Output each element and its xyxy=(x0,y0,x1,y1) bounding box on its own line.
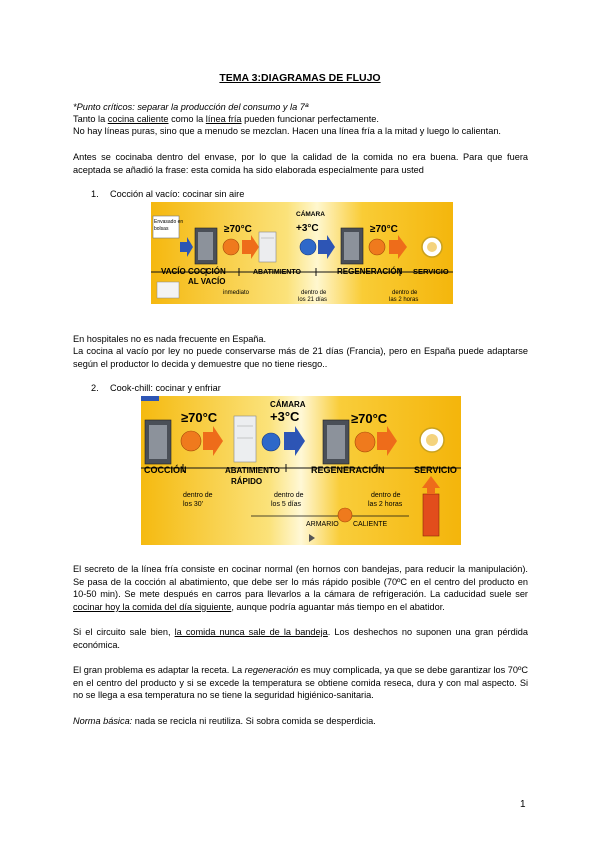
oven-door-2 xyxy=(344,232,359,260)
temp1-label: ≥70°C xyxy=(224,224,252,235)
plate-food-1 xyxy=(427,242,437,252)
dentro-30-label-1: dentro de xyxy=(183,492,213,499)
dentro-21-label-1: dentro de xyxy=(301,290,327,296)
chiller-icon-2 xyxy=(234,416,256,462)
dentro-21-label-2: los 21 días xyxy=(298,297,328,303)
abatimiento-label-1: ABATIMIENTO xyxy=(253,269,301,276)
dentro-2h-label-3: dentro de xyxy=(371,492,401,499)
dentro-5-label-1: dentro de xyxy=(274,492,304,499)
caliente-label: CALIENTE xyxy=(353,521,388,528)
critical-points: *Punto críticos: separar la producción del consumo y la 7ª xyxy=(73,102,309,112)
page-number: 1 xyxy=(520,799,526,810)
envasado-label-2: bolsas xyxy=(154,226,169,232)
food-ball-cold-2 xyxy=(262,433,280,451)
temp3-label-2: ≥70°C xyxy=(351,411,388,426)
temp2-label-2: +3°C xyxy=(270,409,300,424)
inmediato-label: inmediato xyxy=(223,290,250,296)
coccion-vacio-label-2: AL VACÍO xyxy=(188,277,226,286)
food-ball-cold-1 xyxy=(300,239,316,255)
food-ball-2 xyxy=(369,239,385,255)
dentro-2h-label-1: dentro de xyxy=(392,290,418,296)
diagram-cook-chill xyxy=(141,396,461,545)
list-number-2: 2. xyxy=(91,383,99,393)
oven-door-4 xyxy=(327,425,345,459)
diagram-cook-chill-svg xyxy=(141,396,461,545)
temp2-label: +3°C xyxy=(296,223,319,234)
plate-food-2 xyxy=(426,434,438,446)
food-ball-4 xyxy=(355,432,375,452)
list-item-2: Cook-chill: cocinar y enfriar xyxy=(110,383,221,393)
dentro-5-label-2: los 5 días xyxy=(271,501,301,508)
temp3-label: ≥70°C xyxy=(370,224,398,235)
list-number-1: 1. xyxy=(91,189,99,199)
paragraph-problema: El gran problema es adaptar la receta. La regeneración es muy complicada, ya que se debe garantizar los 70ºC en el centro del producto y si se excede la temperatura se obtiene comida reseca, dura y con mal aspecto. Si no se llega a esa temperatura no se tiene la seguridad higiénico-sanitaria. xyxy=(73,665,528,701)
oven-door-1 xyxy=(198,232,213,260)
rapido-label: RÁPIDO xyxy=(231,477,263,486)
coccion-vacio-label-1: COCCIÓN xyxy=(188,267,226,276)
paragraph-envase: Antes se cocinaba dentro del envase, por lo que la calidad de la comida no era buena. Para que fuera aceptada se añadió la frase: esta comida ha sido elaborada especialmente para usted xyxy=(73,152,528,175)
paragraph-secreto: El secreto de la línea fría consiste en cocinar normal (en hornos con bandejas, para reducir la manipulación). Se pasa de la cocción al abatimiento, que debe ser lo más rápido posible (70ºC en el centro del producto en 10-50 min). Se mete después en carros para llevarlos a la cámara de refrigeración. La caducidad suele ser cocinar hoy la comida del día siguiente, aunque podría aguantar más tiempo en el abatidor. xyxy=(73,564,528,612)
dentro-2h-label-4: las 2 horas xyxy=(368,501,403,508)
hot-cabinet-icon xyxy=(423,494,439,536)
camara-label-2: CÁMARA xyxy=(270,400,306,409)
servicio-label-1: SERVICIO xyxy=(413,267,449,276)
dentro-2h-label-2: las 2 horas xyxy=(389,297,419,303)
vacio-label: VACÍO xyxy=(161,267,186,276)
servicio-label-2: SERVICIO xyxy=(414,465,457,475)
food-ball-1 xyxy=(223,239,239,255)
armario-label: ARMARIO xyxy=(306,521,339,528)
norma-basica: Norma básica: nada se recicla ni reutiliza. Si sobra comida se desperdicia. xyxy=(73,716,376,726)
vacuum-machine-image xyxy=(157,282,179,298)
diagram-sous-vide-svg xyxy=(151,202,453,304)
food-ball-5 xyxy=(338,508,352,522)
regeneracion-label-1: REGENERACIÓN xyxy=(337,267,403,276)
intro-line-2: Tanto la cocina caliente como la línea fría pueden funcionar perfectamente. xyxy=(73,114,379,124)
diagram2-corner-band xyxy=(141,396,159,401)
chiller-icon-1 xyxy=(259,232,276,262)
diagram-sous-vide xyxy=(151,202,453,304)
abatimiento-label-2: ABATIMIENTO xyxy=(225,466,280,475)
envasado-label-1: Envasado en xyxy=(154,219,184,225)
coccion-label-2: COCCIÓN xyxy=(144,465,187,475)
dentro-30-label-2: los 30' xyxy=(183,501,204,508)
food-ball-3 xyxy=(181,431,201,451)
list-item-1: Cocción al vacío: cocinar sin aire xyxy=(110,189,245,199)
regeneracion-label-2: REGENERACIÓN xyxy=(311,465,385,475)
oven-door-3 xyxy=(149,425,167,459)
paragraph-circuito: Si el circuito sale bien, la comida nunca sale de la bandeja. Los deshechos no suponen una gran pérdida económica. xyxy=(73,627,528,650)
temp1-label-2: ≥70°C xyxy=(181,410,218,425)
page-title: TEMA 3:DIAGRAMAS DE FLUJO xyxy=(219,72,381,84)
paragraph-vacio-ley: La cocina al vacío por ley no puede conservarse más de 21 días (Francia), pero en España puede adaptarse según el productor lo decida y demuestre que no tiene riesgo.. xyxy=(73,346,528,369)
intro-line-3: No hay líneas puras, sino que a menudo se mezclan. Hacen una línea fría a la mitad y luego lo calientan. xyxy=(73,126,501,136)
camara-label-1: CÁMARA xyxy=(296,211,325,218)
paragraph-hospitales: En hospitales no es nada frecuente en España. xyxy=(73,334,267,344)
